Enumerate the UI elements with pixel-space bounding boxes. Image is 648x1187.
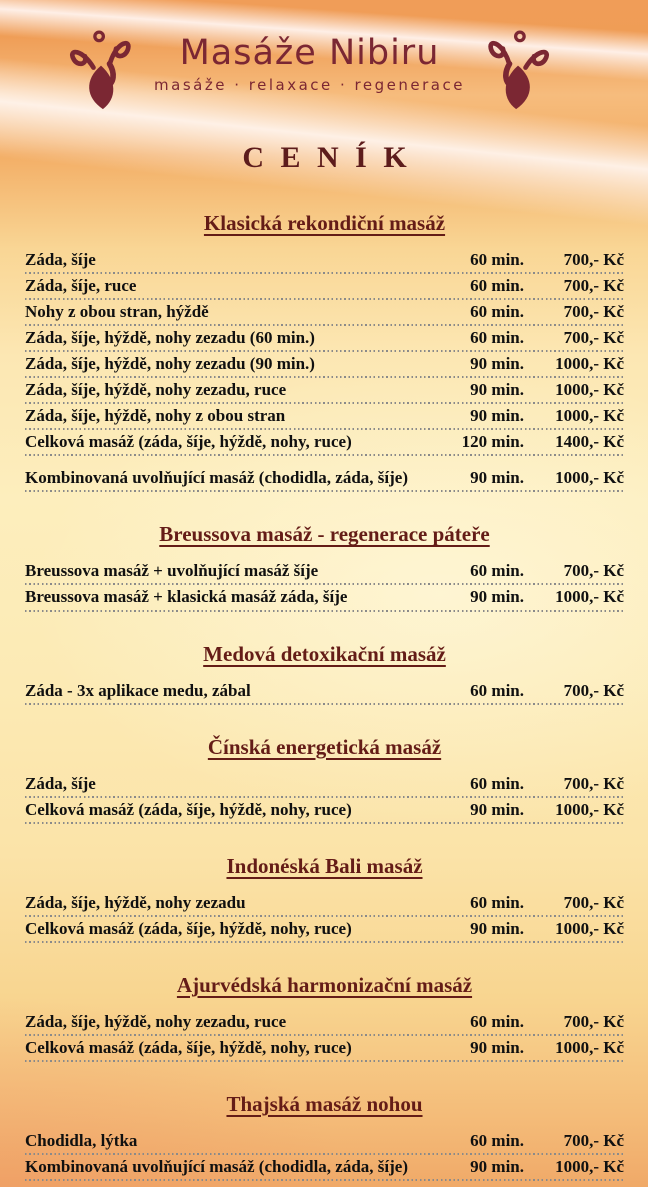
item-name: Kombinovaná uvolňující masáž (chodidla, záda, šíje) bbox=[25, 468, 409, 488]
menu-section bbox=[25, 973, 624, 1062]
item-name: Breussova masáž + uvolňující masáž šíje bbox=[25, 561, 319, 581]
item-duration: 90 min. bbox=[470, 468, 524, 488]
item-price: 1000,- Kč bbox=[555, 799, 624, 819]
item-duration: 90 min. bbox=[470, 406, 524, 426]
item-price: 1000,- Kč bbox=[555, 468, 624, 488]
price-row bbox=[25, 1012, 624, 1036]
item-duration: 120 min. bbox=[461, 432, 524, 452]
price-row bbox=[25, 561, 624, 585]
item-name: Kombinovaná uvolňující masáž (chodidla, záda, šíje) bbox=[25, 1156, 409, 1176]
item-name: Záda, šíje bbox=[25, 250, 96, 269]
item-price: 1000,- Kč bbox=[555, 1156, 624, 1176]
item-duration: 60 min. bbox=[470, 773, 524, 793]
logo-subtitle: masáže · relaxace · regenerace bbox=[154, 75, 465, 94]
item-price: 700,- Kč bbox=[563, 328, 624, 348]
item-name: Chodidla, lýtka bbox=[25, 1130, 138, 1150]
item-price: 700,- Kč bbox=[563, 1130, 624, 1150]
menu-section bbox=[25, 1092, 624, 1181]
section-title: Medová detoxikační masáž bbox=[203, 641, 446, 666]
item-duration: 60 min. bbox=[470, 1130, 524, 1150]
item-name: Záda, šíje, hýždě, nohy zezadu, ruce bbox=[25, 1011, 287, 1031]
flourish-swirl-mirrored-icon bbox=[479, 26, 557, 111]
item-price: 1000,- Kč bbox=[555, 380, 624, 400]
item-price: 700,- Kč bbox=[563, 680, 624, 700]
item-duration: 60 min. bbox=[470, 276, 524, 296]
price-row bbox=[25, 432, 624, 456]
item-price: 700,- Kč bbox=[563, 561, 624, 581]
item-price: 700,- Kč bbox=[563, 892, 624, 912]
item-duration: 60 min. bbox=[470, 1011, 524, 1031]
item-duration: 60 min. bbox=[470, 561, 524, 581]
item-name: Celková masáž (záda, šíje, hýždě, nohy, ruce) bbox=[25, 918, 352, 938]
item-name: Záda, šíje, ruce bbox=[25, 276, 137, 296]
price-row bbox=[25, 1157, 624, 1181]
item-price: 700,- Kč bbox=[563, 773, 624, 793]
item-name: Záda, šíje, hýždě, nohy z obou stran bbox=[25, 406, 286, 426]
price-row bbox=[25, 774, 624, 798]
price-row bbox=[25, 276, 624, 300]
item-name: Celková masáž (záda, šíje, hýždě, nohy, ruce) bbox=[25, 432, 352, 452]
item-name: Záda, šíje bbox=[25, 773, 96, 793]
price-row bbox=[25, 302, 624, 326]
item-name: Záda, šíje, hýždě, nohy zezadu (90 min.) bbox=[25, 354, 315, 374]
item-price: 700,- Kč bbox=[563, 1011, 624, 1031]
item-name: Celková masáž (záda, šíje, hýždě, nohy, ruce) bbox=[25, 799, 352, 819]
item-duration: 90 min. bbox=[470, 918, 524, 938]
section-title: Klasická rekondiční masáž bbox=[203, 211, 446, 235]
price-list bbox=[25, 211, 624, 1181]
item-duration: 60 min. bbox=[470, 680, 524, 700]
item-duration: 90 min. bbox=[470, 799, 524, 819]
price-row bbox=[25, 1131, 624, 1155]
price-row bbox=[25, 250, 624, 274]
item-price: 1400,- Kč bbox=[555, 432, 624, 452]
item-name: Celková masáž (záda, šíje, hýždě, nohy, ruce) bbox=[25, 1037, 352, 1057]
price-row bbox=[25, 468, 624, 492]
price-row bbox=[25, 328, 624, 352]
price-row bbox=[25, 380, 624, 404]
item-price: 1000,- Kč bbox=[555, 406, 624, 426]
item-price: 1000,- Kč bbox=[555, 354, 624, 374]
item-duration: 60 min. bbox=[470, 250, 524, 269]
section-title: Indonéská Bali masáž bbox=[226, 853, 423, 878]
item-duration: 90 min. bbox=[470, 587, 524, 607]
item-price: 1000,- Kč bbox=[555, 1037, 624, 1057]
logo-header bbox=[25, 26, 594, 111]
section-title: Ajurvédská harmonizační masáž bbox=[176, 972, 473, 997]
item-name: Záda, šíje, hýždě, nohy zezadu, ruce bbox=[25, 380, 287, 400]
item-name: Breussova masáž + klasická masáž záda, šíje bbox=[25, 587, 348, 607]
item-duration: 90 min. bbox=[470, 1037, 524, 1057]
item-name: Záda - 3x aplikace medu, zábal bbox=[25, 680, 251, 700]
price-row bbox=[25, 800, 624, 824]
menu-section bbox=[25, 854, 624, 943]
logo-title: Masáže Nibiru bbox=[179, 33, 440, 73]
item-name: Záda, šíje, hýždě, nohy zezadu bbox=[25, 892, 246, 912]
item-duration: 60 min. bbox=[470, 892, 524, 912]
item-duration: 60 min. bbox=[470, 328, 524, 348]
section-title: Thajská masáž nohou bbox=[226, 1091, 423, 1116]
item-duration: 90 min. bbox=[470, 354, 524, 374]
price-row bbox=[25, 893, 624, 917]
item-price: 700,- Kč bbox=[563, 250, 624, 269]
menu-section bbox=[25, 522, 624, 611]
flourish-swirl-icon bbox=[62, 26, 140, 111]
item-price: 1000,- Kč bbox=[555, 587, 624, 607]
menu-section bbox=[25, 211, 624, 492]
page-title: CENÍK bbox=[242, 141, 424, 174]
menu-section bbox=[25, 735, 624, 824]
menu-section bbox=[25, 642, 624, 705]
price-row bbox=[25, 587, 624, 611]
logo-text bbox=[154, 26, 465, 94]
item-duration: 60 min. bbox=[470, 302, 524, 322]
section-title: Breussova masáž - regenerace páteře bbox=[159, 522, 490, 547]
price-row bbox=[25, 354, 624, 378]
price-row bbox=[25, 406, 624, 430]
item-name: Záda, šíje, hýždě, nohy zezadu (60 min.) bbox=[25, 328, 315, 348]
item-duration: 90 min. bbox=[470, 1156, 524, 1176]
price-row bbox=[25, 681, 624, 705]
item-price: 700,- Kč bbox=[563, 302, 624, 322]
section-title: Čínská energetická masáž bbox=[207, 734, 442, 759]
item-price: 1000,- Kč bbox=[555, 918, 624, 938]
price-row bbox=[25, 1038, 624, 1062]
price-row bbox=[25, 919, 624, 943]
item-price: 700,- Kč bbox=[563, 276, 624, 296]
item-name: Nohy z obou stran, hýždě bbox=[25, 302, 209, 322]
item-duration: 90 min. bbox=[470, 380, 524, 400]
